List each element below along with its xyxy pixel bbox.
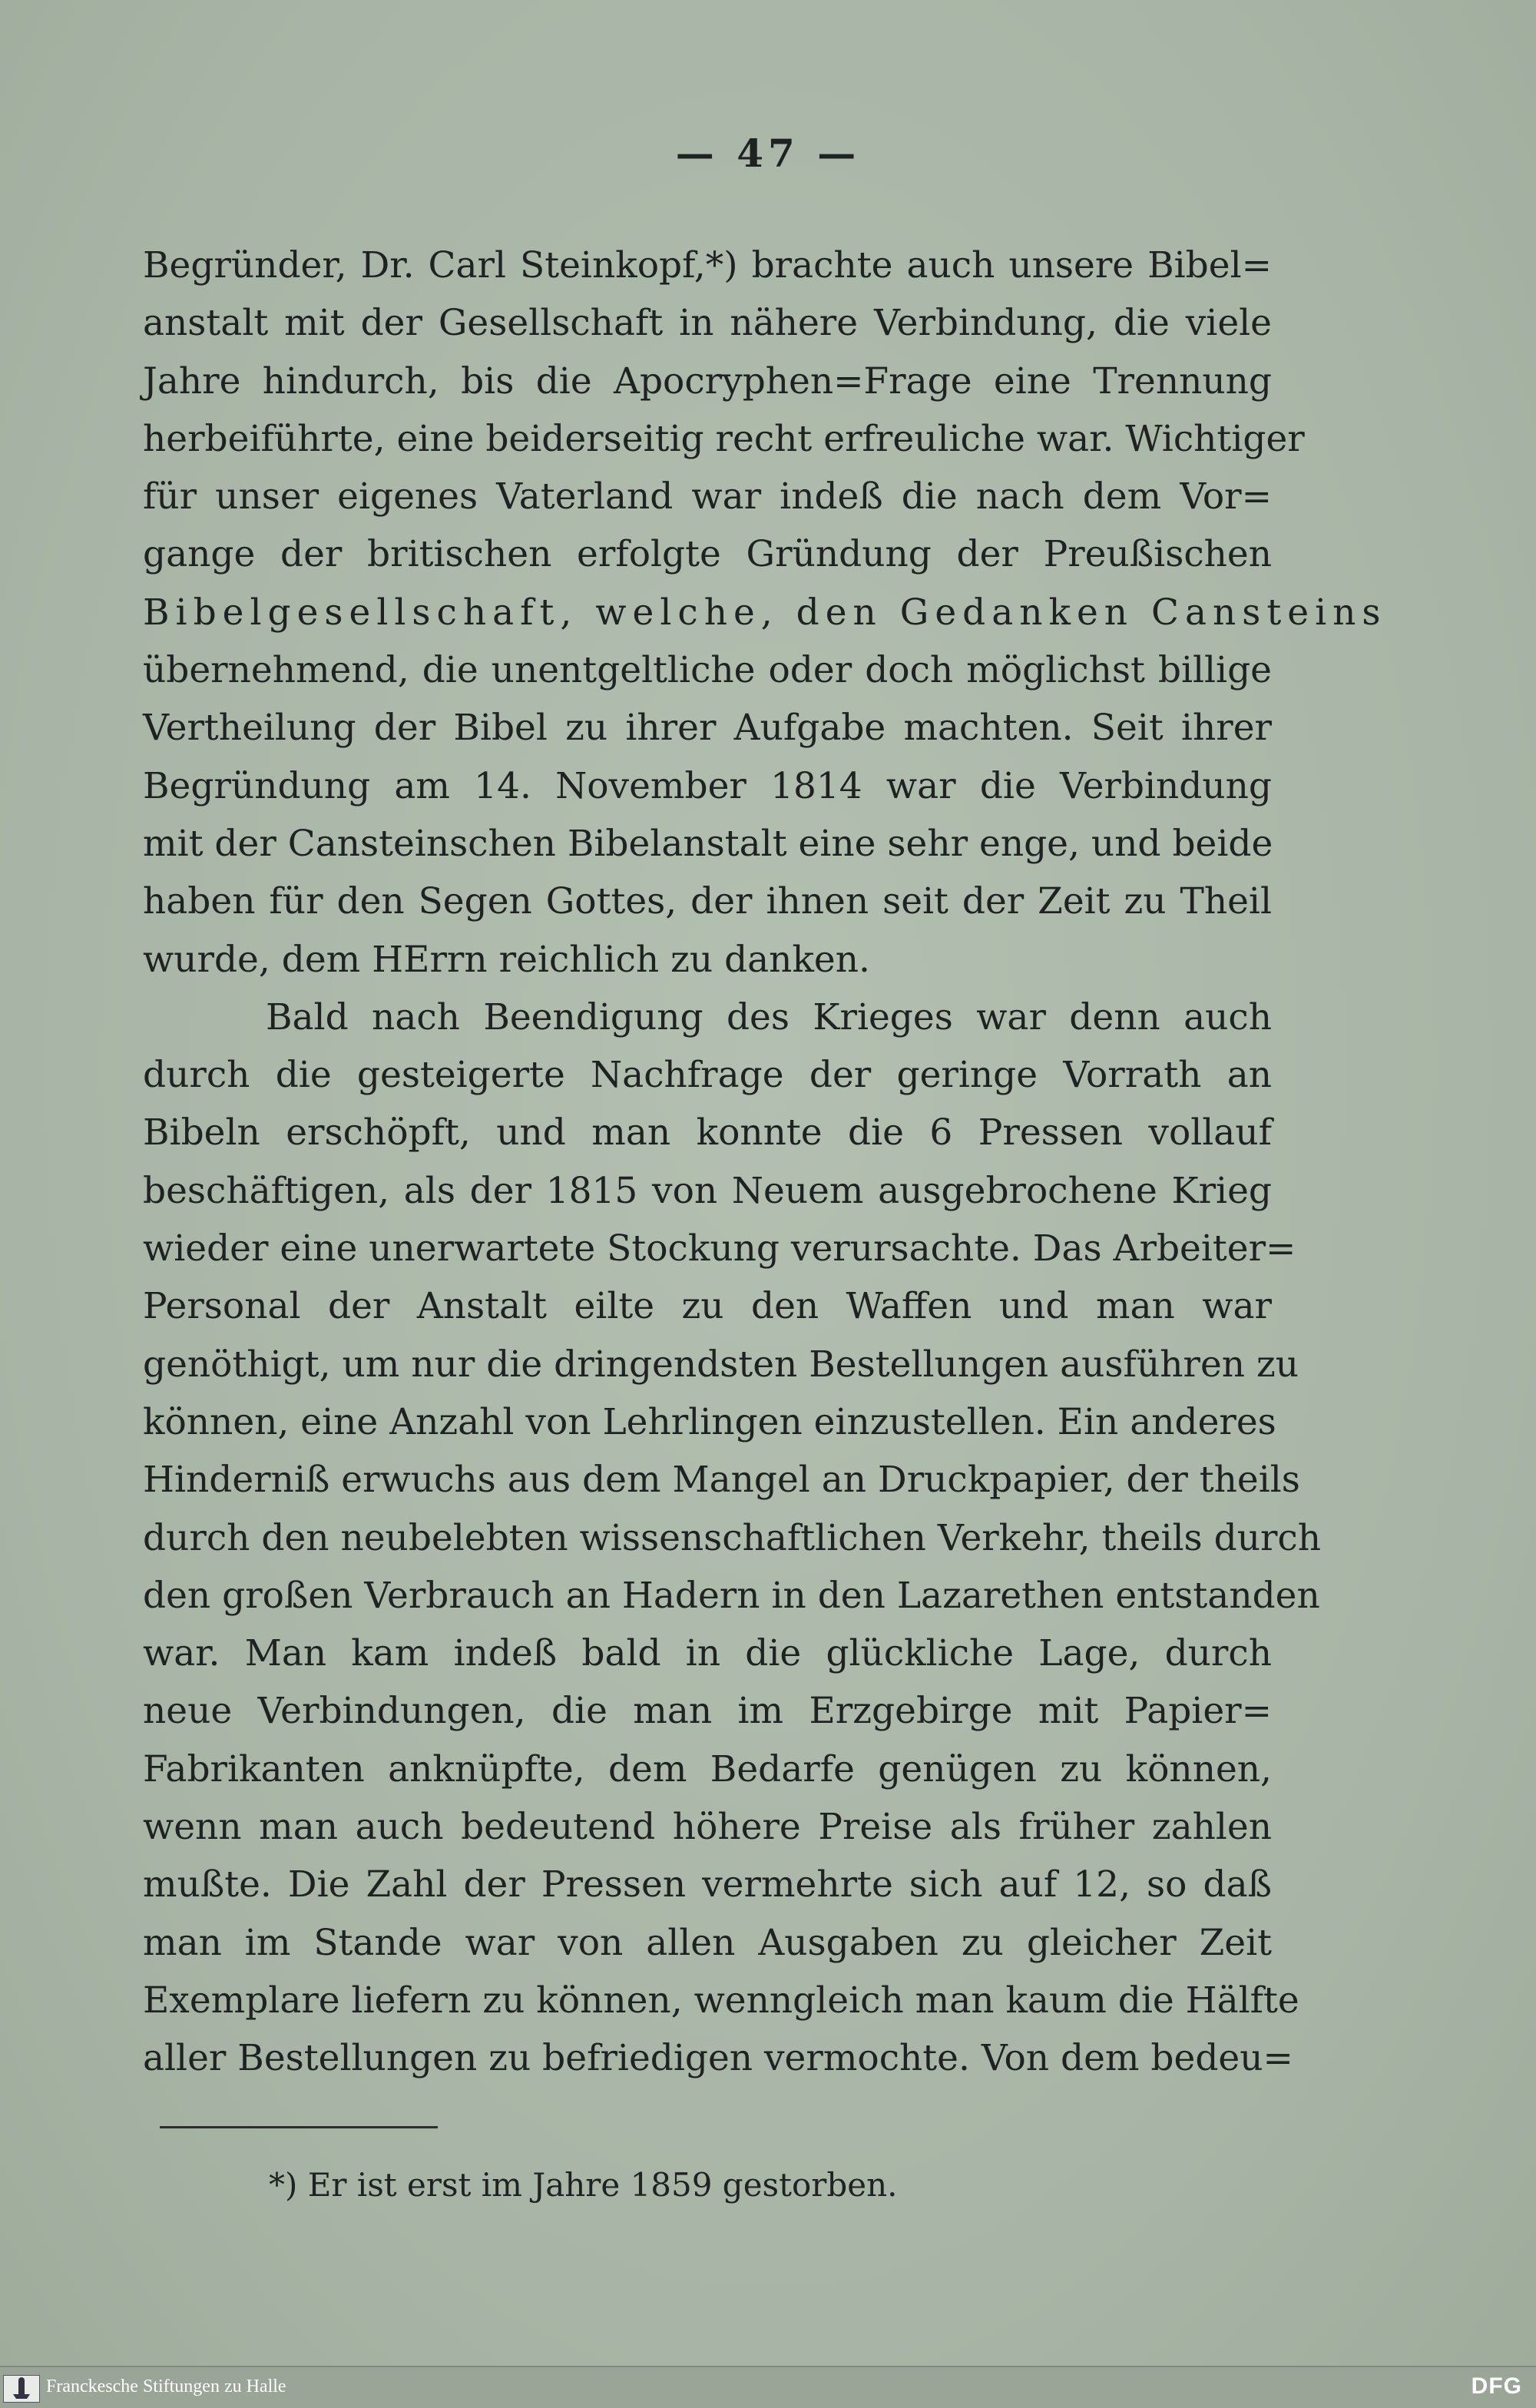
text-line: herbeiführte, eine beiderseitig recht erfreuliche war. Wichtiger: [143, 417, 1305, 460]
text-line: mit der Cansteinschen Bibelanstalt eine sehr enge, und beide: [143, 822, 1273, 865]
footnote-divider: [160, 2126, 438, 2128]
library-logo-icon: [3, 2375, 40, 2403]
text-line: übernehmend, die unentgeltliche oder doch möglichst billige: [143, 649, 1272, 692]
text-line: neue Verbindungen, die man im Erzgebirge mit Papier=: [143, 1690, 1272, 1733]
text-line: durch den neubelebten wissenschaftlichen Verkehr, theils durch: [143, 1516, 1322, 1559]
text-line: gange der britischen erfolgte Gründung der Preußischen: [143, 533, 1272, 576]
text-line: Fabrikanten anknüpfte, dem Bedarfe genügen zu können,: [143, 1747, 1272, 1790]
text-line: Vertheilung der Bibel zu ihrer Aufgabe machten. Seit ihrer: [143, 707, 1272, 750]
body-text: [143, 237, 1387, 2088]
text-line: wurde, dem HErrn reichlich zu danken.: [143, 938, 870, 981]
text-line: durch die gesteigerte Nachfrage der geringe Vorrath an: [143, 1054, 1272, 1097]
text-line: genöthigt, um nur die dringendsten Bestellungen ausführen zu: [143, 1343, 1299, 1386]
dfg-logo: DFG: [1471, 2373, 1522, 2399]
text-line: haben für den Segen Gottes, der ihnen seit der Zeit zu Theil: [143, 880, 1272, 923]
text-line: man im Stande war von allen Ausgaben zu gleicher Zeit: [143, 1921, 1272, 1964]
text-line: mußte. Die Zahl der Pressen vermehrte sich auf 12, so daß: [143, 1863, 1272, 1906]
text-line: Personal der Anstalt eilte zu den Waffen und man war: [143, 1285, 1272, 1328]
text-line: anstalt mit der Gesellschaft in nähere Verbindung, die viele: [143, 302, 1272, 345]
text-line: für unser eigenes Vaterland war indeß die nach dem Vor=: [143, 475, 1272, 518]
text-line: wenn man auch bedeutend höhere Preise als früher zahlen: [143, 1806, 1272, 1849]
text-line: Hinderniß erwuchs aus dem Mangel an Druckpapier, der theils: [143, 1459, 1300, 1502]
text-line: beschäftigen, als der 1815 von Neuem ausgebrochene Krieg: [143, 1169, 1272, 1212]
text-line: Bibelgesellschaft, welche, den Gedanken Cansteins: [143, 591, 1387, 634]
library-name: Franckesche Stiftungen zu Halle: [46, 2377, 286, 2396]
text-line: Bibeln erschöpft, und man konnte die 6 Pressen vollauf: [143, 1111, 1272, 1154]
text-line: Begründer, Dr. Carl Steinkopf,*) brachte auch unsere Bibel=: [143, 244, 1272, 287]
text-line: Begründung am 14. November 1814 war die Verbindung: [143, 764, 1272, 807]
page-number: — 47 —: [675, 131, 861, 176]
text-line: war. Man kam indeß bald in die glückliche Lage, durch: [143, 1632, 1272, 1675]
text-line-paragraph-start: Bald nach Beendigung des Krieges war denn auch: [266, 995, 1272, 1038]
text-line: Exemplare liefern zu können, wenngleich man kaum die Hälfte: [143, 1979, 1299, 2022]
text-line: Jahre hindurch, bis die Apocryphen=Frage eine Trennung: [143, 359, 1272, 402]
footnote: *) Er ist erst im Jahre 1859 gestorben.: [269, 2166, 898, 2204]
text-line: den großen Verbrauch an Hadern in den Lazarethen entstanden: [143, 1574, 1320, 1617]
text-line: können, eine Anzahl von Lehrlingen einzustellen. Ein anderes: [143, 1400, 1276, 1443]
text-line: wieder eine unerwartete Stockung verursachte. Das Arbeiter=: [143, 1227, 1296, 1270]
text-line: aller Bestellungen zu befriedigen vermochte. Von dem bedeu=: [143, 2037, 1293, 2080]
